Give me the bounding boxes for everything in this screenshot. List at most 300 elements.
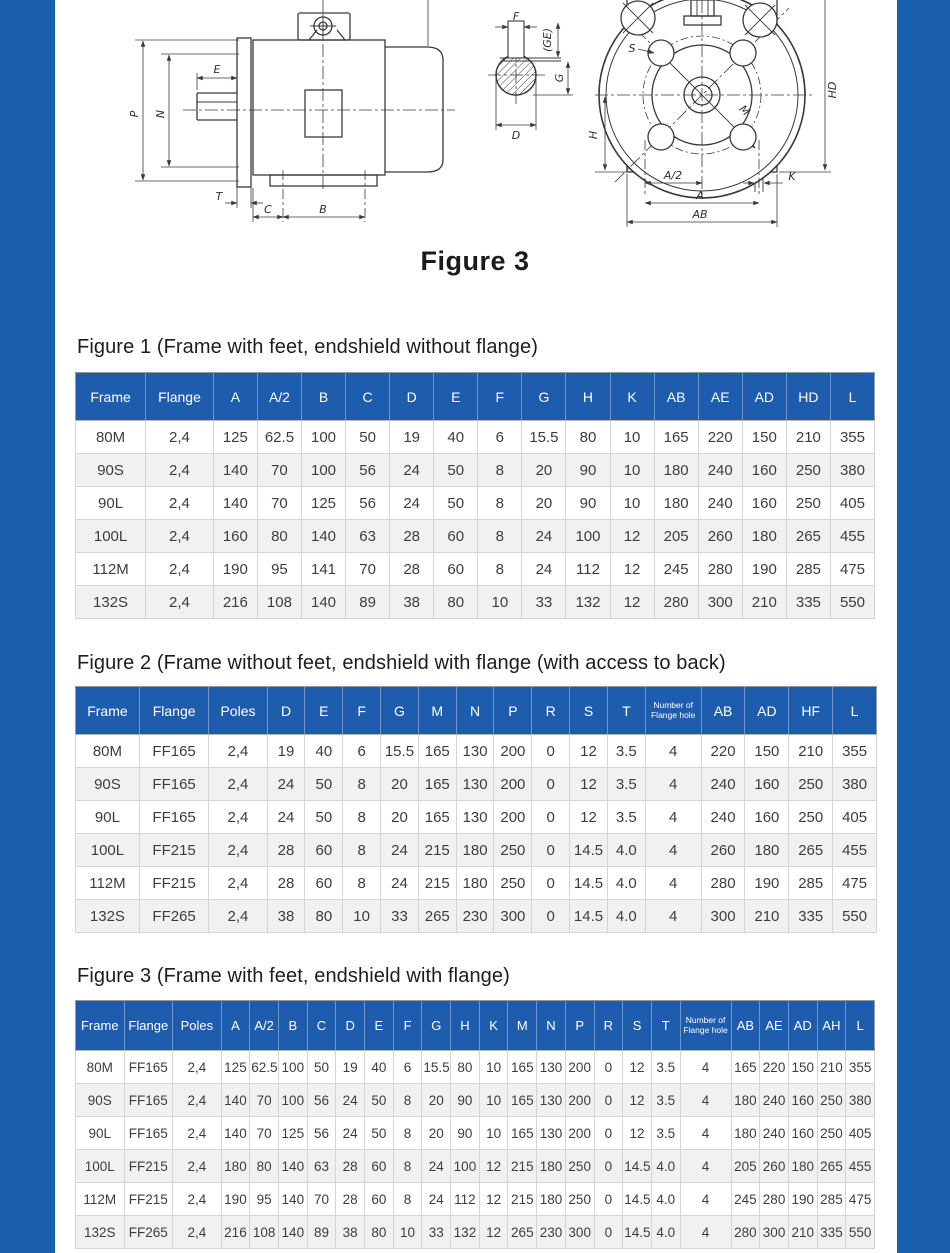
table-cell: 112 <box>566 553 610 586</box>
table-cell: 10 <box>610 421 654 454</box>
table-cell: 90L <box>76 487 146 520</box>
table-cell: 70 <box>346 553 390 586</box>
column-header: G <box>422 1001 451 1051</box>
column-header: AD <box>742 373 786 421</box>
column-header: H <box>451 1001 480 1051</box>
column-header: S <box>570 687 608 735</box>
table-cell: 200 <box>565 1084 594 1117</box>
table-cell: FF165 <box>124 1084 173 1117</box>
table-cell: 4 <box>645 801 701 834</box>
table-row <box>76 1084 875 1117</box>
table-cell: 130 <box>537 1084 566 1117</box>
table-cell: 3.5 <box>607 801 645 834</box>
left-border-bar <box>0 0 55 1253</box>
table-cell: 216 <box>213 586 257 619</box>
table-cell: 2,4 <box>209 768 267 801</box>
table-cell: 216 <box>221 1216 250 1249</box>
table-cell: 475 <box>833 867 877 900</box>
table-cell: 280 <box>731 1216 760 1249</box>
table-cell: 285 <box>786 553 830 586</box>
column-header: E <box>305 687 343 735</box>
table-cell: 12 <box>479 1183 508 1216</box>
table-cell: 2,4 <box>209 801 267 834</box>
table-cell: 245 <box>731 1183 760 1216</box>
column-header: A/2 <box>250 1001 279 1051</box>
table-cell: 63 <box>307 1150 336 1183</box>
table-cell: 24 <box>267 801 305 834</box>
figure2-table <box>75 686 877 933</box>
column-header: AE <box>760 1001 789 1051</box>
table-cell: 140 <box>301 586 345 619</box>
table-cell: 4 <box>645 735 701 768</box>
table-cell: 12 <box>570 768 608 801</box>
column-header: F <box>478 373 522 421</box>
table-cell: 100L <box>76 834 140 867</box>
column-header: AB <box>701 687 745 735</box>
table-cell: 112 <box>451 1183 480 1216</box>
table-cell: 108 <box>250 1216 279 1249</box>
column-header: Flange <box>124 1001 173 1051</box>
table-cell: 0 <box>594 1051 623 1084</box>
dim-label-AB: AB <box>692 208 708 221</box>
table-cell: 250 <box>565 1183 594 1216</box>
table-cell: 0 <box>594 1183 623 1216</box>
table-cell: 140 <box>301 520 345 553</box>
table-cell: 300 <box>760 1216 789 1249</box>
table-cell: 10 <box>479 1117 508 1150</box>
table-cell: 280 <box>654 586 698 619</box>
table-cell: 8 <box>478 487 522 520</box>
table-cell: 250 <box>786 487 830 520</box>
table-cell: 180 <box>742 520 786 553</box>
table-cell: 33 <box>422 1216 451 1249</box>
table-cell: 0 <box>532 834 570 867</box>
column-header: G <box>522 373 566 421</box>
table-cell: 90L <box>76 1117 125 1150</box>
table-cell: 550 <box>846 1216 875 1249</box>
column-header: P <box>565 1001 594 1051</box>
column-header: E <box>434 373 478 421</box>
column-header: D <box>390 373 434 421</box>
table-cell: 240 <box>701 768 745 801</box>
dim-label-HD: HD <box>826 81 839 99</box>
table-cell: 10 <box>343 900 381 933</box>
table-cell: 56 <box>346 487 390 520</box>
table-cell: 140 <box>278 1216 307 1249</box>
column-header: AD <box>745 687 789 735</box>
table-cell: 160 <box>745 768 789 801</box>
table-cell: 380 <box>846 1084 875 1117</box>
table-cell: 380 <box>833 768 877 801</box>
table-cell: 220 <box>701 735 745 768</box>
table-row <box>76 1216 875 1249</box>
table-cell: 90L <box>76 801 140 834</box>
table-cell: 15.5 <box>422 1051 451 1084</box>
table-cell: 14.5 <box>623 1150 652 1183</box>
table-cell: 20 <box>381 768 419 801</box>
table-cell: 205 <box>654 520 698 553</box>
table-cell: 180 <box>745 834 789 867</box>
table-cell: 4 <box>680 1216 731 1249</box>
dim-label-GE: (GE) <box>541 27 554 53</box>
table-cell: 0 <box>594 1216 623 1249</box>
table-cell: 80 <box>434 586 478 619</box>
right-border-bar <box>897 0 950 1253</box>
dim-label-B: B <box>319 203 327 216</box>
column-header: M <box>418 687 456 735</box>
table-cell: 4 <box>680 1117 731 1150</box>
table-cell: 60 <box>365 1150 394 1183</box>
table-cell: 210 <box>742 586 786 619</box>
table-row <box>76 900 877 933</box>
table-cell: 15.5 <box>381 735 419 768</box>
table-row <box>76 867 877 900</box>
table-cell: 160 <box>788 1084 817 1117</box>
figure3-heading: Figure 3 (Frame with feet, endshield with flange) <box>77 965 510 987</box>
table-cell: 80M <box>76 735 140 768</box>
table-cell: 12 <box>479 1150 508 1183</box>
table-cell: FF265 <box>124 1216 173 1249</box>
table-cell: 8 <box>393 1183 422 1216</box>
table-cell: 265 <box>418 900 456 933</box>
table-cell: 210 <box>786 421 830 454</box>
table-cell: 3.5 <box>607 768 645 801</box>
table-row <box>76 487 875 520</box>
table-cell: 180 <box>654 487 698 520</box>
table-cell: 8 <box>478 454 522 487</box>
table-cell: 80M <box>76 1051 125 1084</box>
table-cell: 2,4 <box>146 487 214 520</box>
table-cell: 50 <box>365 1117 394 1150</box>
table-cell: 250 <box>789 801 833 834</box>
column-header: P <box>494 687 532 735</box>
dim-label-T: T <box>215 190 223 203</box>
table-cell: 4 <box>680 1150 731 1183</box>
table-cell: 28 <box>267 867 305 900</box>
table-cell: 160 <box>742 487 786 520</box>
table-cell: 28 <box>390 520 434 553</box>
table-cell: 80M <box>76 421 146 454</box>
column-header: N <box>537 1001 566 1051</box>
table-row <box>76 1051 875 1084</box>
table-cell: 8 <box>343 801 381 834</box>
column-header: Flange <box>139 687 208 735</box>
table-cell: 108 <box>257 586 301 619</box>
table-cell: 165 <box>418 735 456 768</box>
table-cell: 4.0 <box>607 834 645 867</box>
table-cell: 0 <box>532 801 570 834</box>
table-cell: 28 <box>336 1183 365 1216</box>
column-header: Frame <box>76 1001 125 1051</box>
table-cell: 80 <box>365 1216 394 1249</box>
table-cell: 10 <box>478 586 522 619</box>
table-cell: 165 <box>508 1051 537 1084</box>
table-cell: 160 <box>742 454 786 487</box>
table-cell: 24 <box>522 553 566 586</box>
table-cell: 335 <box>786 586 830 619</box>
table-cell: 200 <box>494 735 532 768</box>
table-cell: 50 <box>434 487 478 520</box>
table-cell: 140 <box>278 1150 307 1183</box>
table-header-row <box>76 1001 875 1051</box>
column-header: L <box>846 1001 875 1051</box>
table-cell: 550 <box>833 900 877 933</box>
column-header: D <box>267 687 305 735</box>
table-cell: 4 <box>645 867 701 900</box>
table-cell: 265 <box>789 834 833 867</box>
table-cell: 190 <box>221 1183 250 1216</box>
column-header: A/2 <box>257 373 301 421</box>
table-cell: 240 <box>760 1084 789 1117</box>
table-cell: 200 <box>565 1117 594 1150</box>
table-cell: 4 <box>645 900 701 933</box>
table-cell: 50 <box>365 1084 394 1117</box>
table-cell: 12 <box>623 1051 652 1084</box>
table-cell: 355 <box>846 1051 875 1084</box>
table-cell: 4.0 <box>651 1150 680 1183</box>
table-cell: 2,4 <box>146 553 214 586</box>
dim-label-A: A <box>696 189 704 202</box>
column-header: C <box>346 373 390 421</box>
column-header: HF <box>789 687 833 735</box>
table-cell: 6 <box>478 421 522 454</box>
table-cell: 260 <box>698 520 742 553</box>
column-header: Flange <box>146 373 214 421</box>
table-cell: 50 <box>434 454 478 487</box>
table-cell: 12 <box>610 586 654 619</box>
table-cell: 60 <box>434 553 478 586</box>
table-cell: 24 <box>381 867 419 900</box>
table-cell: 220 <box>698 421 742 454</box>
table-cell: FF215 <box>124 1150 173 1183</box>
column-header: Number of Flange hole <box>680 1001 731 1051</box>
table-cell: 150 <box>788 1051 817 1084</box>
figure1-table <box>75 372 875 619</box>
table-cell: 265 <box>508 1216 537 1249</box>
table-cell: 80 <box>257 520 301 553</box>
table-cell: 2,4 <box>173 1216 222 1249</box>
table-cell: 250 <box>817 1084 846 1117</box>
table-cell: 14.5 <box>570 900 608 933</box>
table-cell: 405 <box>830 487 874 520</box>
dim-label-C: C <box>264 203 272 216</box>
table-cell: 132 <box>451 1216 480 1249</box>
table-cell: 50 <box>346 421 390 454</box>
table-cell: 63 <box>346 520 390 553</box>
table-cell: 90S <box>76 1084 125 1117</box>
table-cell: 200 <box>565 1051 594 1084</box>
table-cell: 0 <box>532 768 570 801</box>
column-header: S <box>623 1001 652 1051</box>
table-cell: 200 <box>494 801 532 834</box>
table-cell: 4.0 <box>607 900 645 933</box>
table-cell: 20 <box>522 454 566 487</box>
dim-label-H: H <box>587 130 600 140</box>
table-cell: 15.5 <box>522 421 566 454</box>
table-cell: FF215 <box>139 867 208 900</box>
table-cell: 210 <box>817 1051 846 1084</box>
column-header: Frame <box>76 373 146 421</box>
table-cell: 8 <box>343 834 381 867</box>
table-cell: 90S <box>76 454 146 487</box>
table-cell: 40 <box>434 421 478 454</box>
column-header: Frame <box>76 687 140 735</box>
table-cell: 24 <box>336 1084 365 1117</box>
column-header: AB <box>731 1001 760 1051</box>
table-cell: 180 <box>731 1084 760 1117</box>
column-header: AB <box>654 373 698 421</box>
table-cell: 4 <box>680 1084 731 1117</box>
table-cell: 160 <box>213 520 257 553</box>
table-row <box>76 586 875 619</box>
table-cell: 180 <box>456 834 494 867</box>
table-cell: 19 <box>267 735 305 768</box>
table-cell: 285 <box>817 1183 846 1216</box>
table-cell: 100 <box>451 1150 480 1183</box>
dim-label-E: E <box>213 63 221 76</box>
table-row <box>76 1183 875 1216</box>
table-cell: 0 <box>532 735 570 768</box>
table-cell: 130 <box>456 735 494 768</box>
table-cell: 56 <box>307 1084 336 1117</box>
table-cell: 60 <box>434 520 478 553</box>
table-row <box>76 735 877 768</box>
table-cell: 24 <box>390 454 434 487</box>
table-cell: 0 <box>594 1117 623 1150</box>
table-cell: 180 <box>788 1150 817 1183</box>
table-cell: 40 <box>305 735 343 768</box>
table-cell: 20 <box>422 1084 451 1117</box>
table-cell: 250 <box>494 834 532 867</box>
table-cell: 215 <box>418 834 456 867</box>
table-cell: 2,4 <box>146 586 214 619</box>
table-cell: 2,4 <box>209 867 267 900</box>
table-cell: 300 <box>698 586 742 619</box>
column-header: Number of Flange hole <box>645 687 701 735</box>
table-cell: 125 <box>278 1117 307 1150</box>
table-cell: 4 <box>680 1051 731 1084</box>
table-cell: 10 <box>479 1084 508 1117</box>
table-cell: 4.0 <box>607 867 645 900</box>
table-cell: 2,4 <box>173 1084 222 1117</box>
table-cell: 19 <box>336 1051 365 1084</box>
table-cell: 132S <box>76 586 146 619</box>
table-cell: 24 <box>381 834 419 867</box>
table-cell: 300 <box>565 1216 594 1249</box>
table-cell: 112M <box>76 553 146 586</box>
column-header: A <box>213 373 257 421</box>
table-cell: 33 <box>381 900 419 933</box>
column-header: Poles <box>209 687 267 735</box>
dim-label-K: K <box>788 170 796 183</box>
table-cell: 24 <box>422 1150 451 1183</box>
table-cell: 12 <box>623 1117 652 1150</box>
table-cell: 50 <box>305 801 343 834</box>
table-cell: 56 <box>307 1117 336 1150</box>
table-cell: 300 <box>494 900 532 933</box>
table-cell: 90 <box>451 1084 480 1117</box>
column-header: AE <box>698 373 742 421</box>
table-cell: 80 <box>451 1051 480 1084</box>
table-cell: 3.5 <box>607 735 645 768</box>
table-cell: 6 <box>393 1051 422 1084</box>
table-cell: 100 <box>278 1084 307 1117</box>
table-cell: FF165 <box>124 1117 173 1150</box>
column-header: K <box>479 1001 508 1051</box>
table-cell: 141 <box>301 553 345 586</box>
table-cell: 165 <box>654 421 698 454</box>
table-cell: 90 <box>451 1117 480 1150</box>
table-cell: 12 <box>570 801 608 834</box>
table-cell: 165 <box>508 1117 537 1150</box>
table-cell: 190 <box>788 1183 817 1216</box>
table-cell: 100 <box>301 421 345 454</box>
table-cell: 3.5 <box>651 1084 680 1117</box>
table-cell: 100 <box>278 1051 307 1084</box>
table-cell: 280 <box>698 553 742 586</box>
table-cell: 132S <box>76 1216 125 1249</box>
table-cell: FF265 <box>139 900 208 933</box>
table-cell: 205 <box>731 1150 760 1183</box>
column-header: F <box>393 1001 422 1051</box>
table-cell: 90 <box>566 487 610 520</box>
table-cell: 190 <box>742 553 786 586</box>
table-cell: 70 <box>250 1117 279 1150</box>
table-cell: 14.5 <box>570 834 608 867</box>
table-cell: 132S <box>76 900 140 933</box>
table-cell: 8 <box>478 553 522 586</box>
column-header: B <box>278 1001 307 1051</box>
table-cell: 24 <box>267 768 305 801</box>
table-cell: 24 <box>390 487 434 520</box>
table-row <box>76 520 875 553</box>
table-cell: 455 <box>830 520 874 553</box>
table-cell: 100 <box>566 520 610 553</box>
figure2-table-wrapper <box>75 686 877 933</box>
dim-label-S: S <box>628 42 636 55</box>
table-cell: 12 <box>623 1084 652 1117</box>
table-cell: 475 <box>846 1183 875 1216</box>
table-cell: 3.5 <box>651 1117 680 1150</box>
table-row <box>76 454 875 487</box>
dim-label-A-half: A/2 <box>663 169 683 182</box>
table-cell: 14.5 <box>570 867 608 900</box>
table-cell: 405 <box>833 801 877 834</box>
table-row <box>76 834 877 867</box>
column-header: T <box>607 687 645 735</box>
figure1-heading: Figure 1 (Frame with feet, endshield without flange) <box>77 336 538 358</box>
table-cell: 38 <box>267 900 305 933</box>
table-cell: 112M <box>76 1183 125 1216</box>
table-cell: 200 <box>494 768 532 801</box>
table-cell: 130 <box>456 801 494 834</box>
table-cell: 60 <box>365 1183 394 1216</box>
table-cell: 2,4 <box>173 1117 222 1150</box>
table-cell: 240 <box>698 487 742 520</box>
figure3-table-wrapper <box>75 1000 875 1249</box>
table-cell: 455 <box>846 1150 875 1183</box>
table-cell: FF215 <box>139 834 208 867</box>
table-cell: 70 <box>257 454 301 487</box>
table-cell: 355 <box>830 421 874 454</box>
table-cell: 12 <box>610 520 654 553</box>
dim-label-D: D <box>511 129 521 142</box>
table-cell: 190 <box>745 867 789 900</box>
table-header-row <box>76 373 875 421</box>
table-cell: 140 <box>278 1183 307 1216</box>
table-cell: 455 <box>833 834 877 867</box>
table-cell: 240 <box>701 801 745 834</box>
